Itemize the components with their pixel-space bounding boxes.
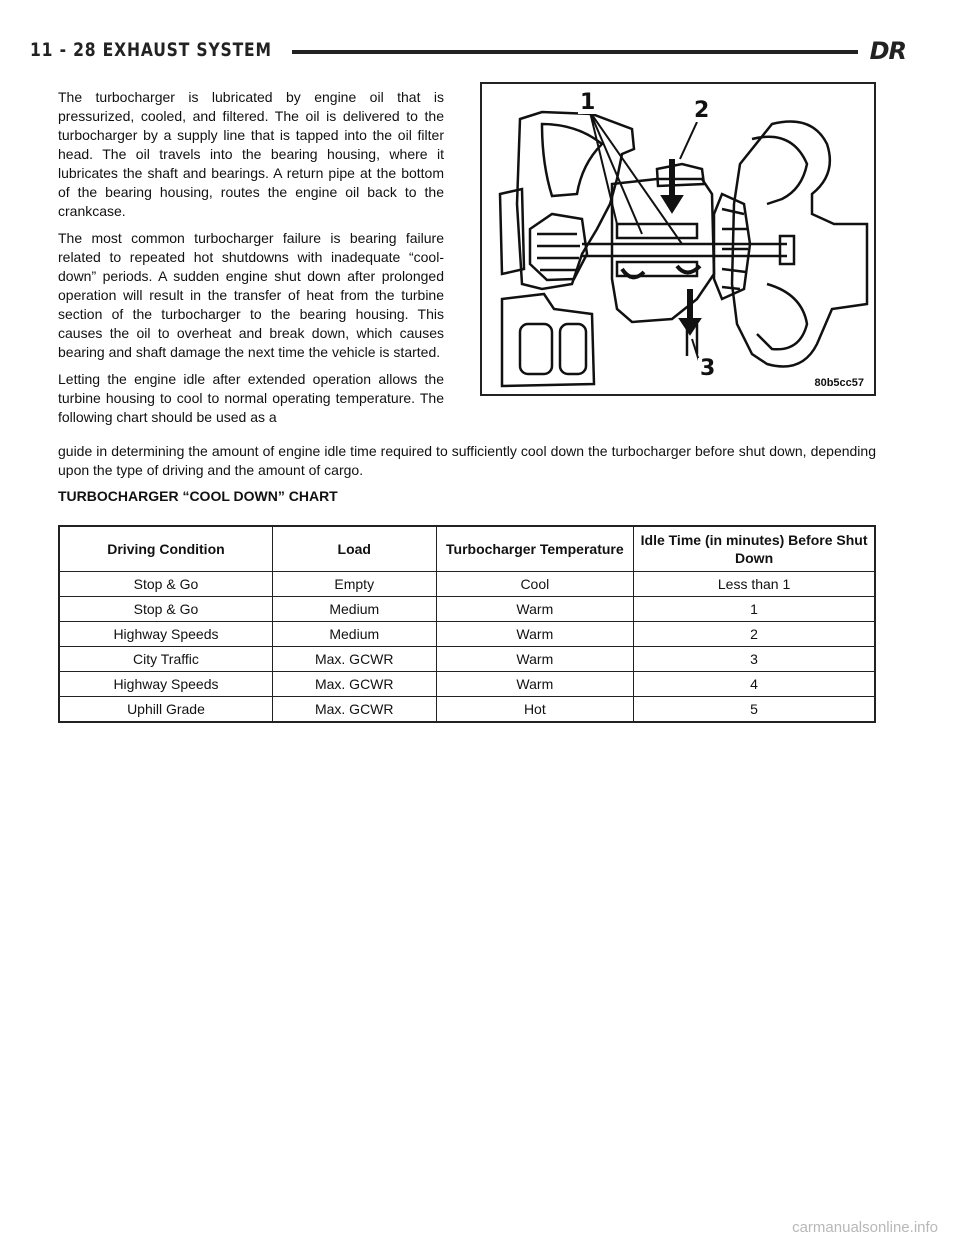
- cell-load: Medium: [272, 597, 436, 622]
- paragraph-idle-continued: guide in determining the amount of engine idle time required to sufficiently cool down the turbocharger before shut down, depending upon the type of driving and the amount of cargo.: [58, 443, 876, 478]
- cell-temperature: Hot: [436, 697, 634, 723]
- cell-temperature: Warm: [436, 597, 634, 622]
- header-load: Load: [272, 526, 436, 572]
- figure-id: 80b5cc57: [814, 377, 864, 389]
- cell-temperature: Warm: [436, 622, 634, 647]
- cell-idle-time: 3: [634, 647, 875, 672]
- callout-3: 3: [700, 356, 716, 381]
- cell-temperature: Cool: [436, 572, 634, 597]
- cell-condition: Stop & Go: [59, 572, 272, 597]
- cell-condition: City Traffic: [59, 647, 272, 672]
- cell-idle-time: 5: [634, 697, 875, 723]
- cell-load: Max. GCWR: [272, 697, 436, 723]
- cell-condition: Stop & Go: [59, 597, 272, 622]
- paragraph-failure: The most common turbocharger failure is bearing failure related to repeated hot shutdowns with inadequate “cool-down” periods. A sudden engine shut down after prolonged operation will result in the transfer of heat from the turbine section of the turbocharger to the bearing housing. This causes the oil to overheat and break down, which causes bearing and shaft damage the next time the vehicle is started.: [58, 230, 444, 360]
- paragraph-lubrication: The turbocharger is lubricated by engine oil that is pressurized, cooled, and filtered. The oil is delivered to the turbocharger by a supply line that is tapped into the oil filter head. The oil travels into the bearing housing, where it lubricates the shaft and bearings. A return pipe at the bottom of the bearing housing, routes the engine oil back to the crankcase.: [58, 89, 444, 219]
- callout-2: 2: [694, 98, 710, 123]
- cell-idle-time: Less than 1: [634, 572, 875, 597]
- callout-1: 1: [580, 90, 596, 115]
- table-row: [59, 597, 875, 622]
- cell-load: Empty: [272, 572, 436, 597]
- header-rule: [292, 50, 858, 54]
- cell-load: Max. GCWR: [272, 647, 436, 672]
- table-row: [59, 647, 875, 672]
- watermark: carmanualsonline.info: [792, 1219, 938, 1236]
- header-turbo-temperature: Turbocharger Temperature: [436, 526, 634, 572]
- cell-idle-time: 1: [634, 597, 875, 622]
- header-idle-time: Idle Time (in minutes) Before Shut Down: [634, 526, 875, 572]
- page-header-title: 11 - 28 EXHAUST SYSTEM: [30, 39, 272, 61]
- cell-temperature: Warm: [436, 672, 634, 697]
- cell-idle-time: 2: [634, 622, 875, 647]
- cell-load: Medium: [272, 622, 436, 647]
- intro-column: [58, 88, 444, 435]
- table-header-row: [59, 526, 875, 572]
- header-logo: DR: [869, 37, 906, 65]
- paragraph-idle-start: Letting the engine idle after extended operation allows the turbine housing to cool to normal operating temperature. The following chart should be used as a: [58, 371, 444, 425]
- header-driving-condition: Driving Condition: [59, 526, 272, 572]
- chart-title: TURBOCHARGER “COOL DOWN” CHART: [58, 488, 338, 504]
- table-row: [59, 572, 875, 597]
- cell-condition: Uphill Grade: [59, 697, 272, 723]
- cell-idle-time: 4: [634, 672, 875, 697]
- table-row: [59, 697, 875, 723]
- turbocharger-cutaway-illustration: [482, 84, 874, 394]
- table-row: [59, 672, 875, 697]
- turbocharger-diagram: [480, 82, 876, 396]
- cool-down-table: [58, 525, 876, 723]
- cell-temperature: Warm: [436, 647, 634, 672]
- cell-load: Max. GCWR: [272, 672, 436, 697]
- cell-condition: Highway Speeds: [59, 622, 272, 647]
- cell-condition: Highway Speeds: [59, 672, 272, 697]
- table-row: [59, 622, 875, 647]
- page-header: [30, 36, 906, 66]
